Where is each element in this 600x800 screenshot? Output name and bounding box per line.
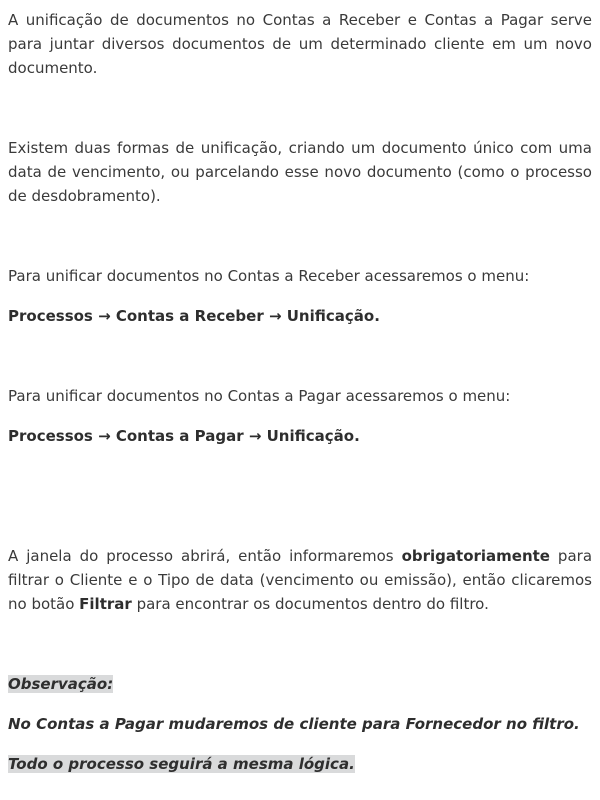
note-line-supplier: No Contas a Pagar mudaremos de cliente para Fornecedor no filtro. [8, 715, 580, 733]
spacer [8, 288, 592, 304]
note-title [8, 672, 592, 696]
process-text-3: para encontrar os documentos dentro do filtro. [131, 595, 489, 613]
pagar-menu-path: Processos → Contas a Pagar → Unificação. [8, 427, 360, 445]
note-line-same-logic [8, 752, 592, 776]
receber-menu-path: Processos → Contas a Receber → Unificação. [8, 307, 380, 325]
intro-paragraph: A unificação de documentos no Contas a Receber e Contas a Pagar serve para juntar diversos documentos de um determinado cliente em um novo documento. [8, 11, 592, 77]
note-line-highlight: Todo o processo seguirá a mesma lógica. [8, 755, 355, 773]
process-window-paragraph [8, 544, 592, 616]
spacer [8, 208, 592, 264]
spacer [8, 80, 592, 136]
unification-forms-paragraph: Existem duas formas de unificação, criando um documento único com uma data de vencimento, ou parcelando esse novo documento (como o processo de desdobramento). [8, 139, 592, 205]
spacer [8, 696, 592, 712]
spacer [8, 328, 592, 384]
mandatory-emphasis: obrigatoriamente [401, 547, 550, 565]
pagar-instruction: Para unificar documentos no Contas a Pagar acessaremos o menu: [8, 387, 511, 405]
receber-instruction: Para unificar documentos no Contas a Receber acessaremos o menu: [8, 267, 530, 285]
spacer [8, 448, 592, 544]
spacer [8, 408, 592, 424]
process-text-2: para filtrar o Cliente e o Tipo de data (vencimento ou emissão), então clicaremos no botão [8, 547, 593, 613]
process-text-1: A janela do processo abrirá, então informaremos [8, 547, 402, 565]
spacer [8, 616, 592, 672]
spacer [8, 736, 592, 752]
filter-button-reference: Filtrar [79, 595, 132, 613]
note-title-highlight: Observação: [8, 675, 114, 693]
